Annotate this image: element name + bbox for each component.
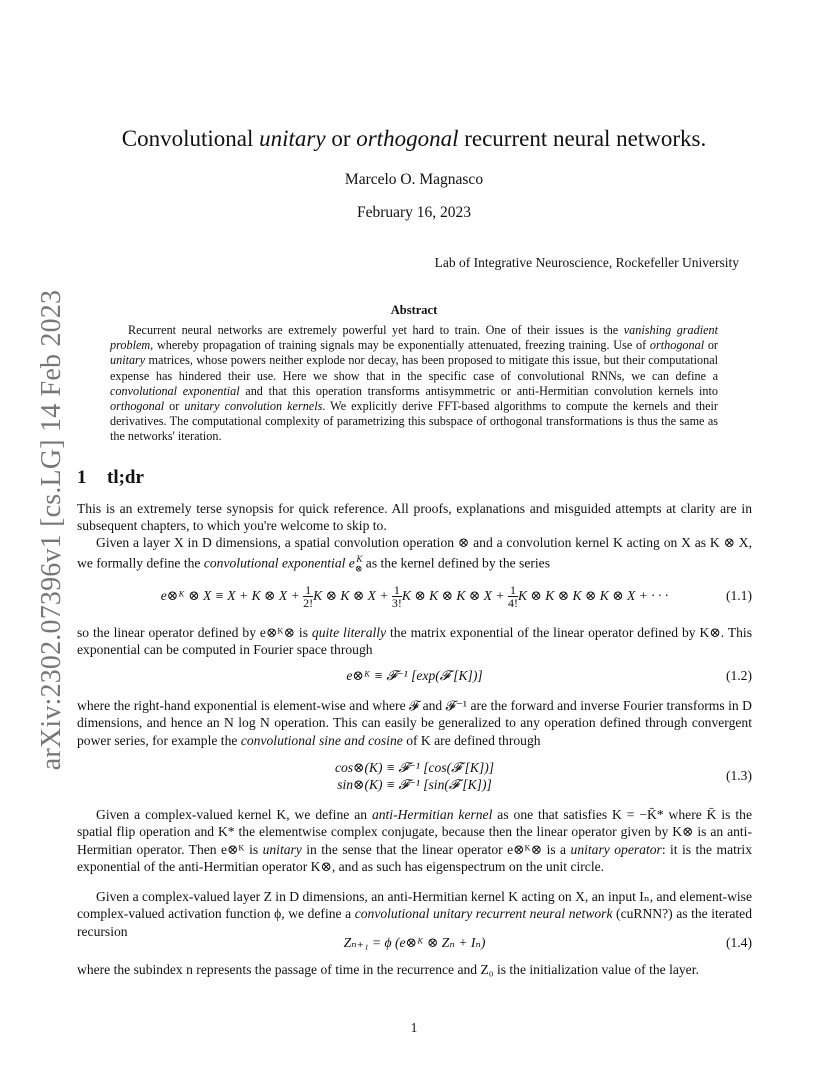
numerator: 1 [393, 583, 400, 598]
emphasis: vanishing gradient problem [110, 323, 718, 353]
denominator: 4! [507, 596, 518, 611]
equation-body [77, 759, 752, 793]
equation-body [77, 582, 752, 610]
emphasis: anti-Hermitian kernel [371, 807, 493, 822]
denominator: 3! [391, 596, 402, 611]
text: Recurrent neural networks are extremely powerful yet hard to train. One of their issues is the [128, 323, 624, 337]
numerator: 1 [305, 583, 312, 598]
abstract-heading: Abstract [390, 303, 438, 317]
text: Given a complex-valued layer Z in D dimensions, an anti-Hermitian kernel K acting on X, an input Iₙ, and element-wise complex-valued activation function ϕ, we define a [77, 889, 752, 922]
text: . We explicitly derive FFT-based algorithms to compute the kernels and their derivatives. The computational complexity of parametrizing this subspace of orthogonal transformations is thus the same as the networks' iteration. [110, 399, 718, 444]
text: so the linear operator defined by e⊗ᴷ⊗ is [77, 625, 312, 640]
fraction [392, 584, 402, 609]
equation-1-3 [77, 759, 752, 795]
text: matrices, whose powers neither explode nor decay, has been proposed to mitigate this issue, but their computational expense has hindered their use. Here we show that in the specific case of convolutional RNNs, we can define a [110, 353, 718, 383]
text: the matrix exponential of the linear operator defined by K⊗. This exponential can be computed in Fourier space through [77, 625, 753, 658]
text: Given a complex-valued kernel K, we define an [96, 807, 372, 822]
denominator: 2! [303, 596, 314, 611]
eq-term: K ⊗ K ⊗ K ⊗ X + [401, 588, 505, 603]
numerator: 1 [509, 583, 516, 598]
paragraph-5 [77, 806, 752, 875]
text: : it is the matrix exponential of the anti-Hermitian operator K⊗, and as such has eigenspectrum on the unit circle. [77, 841, 752, 874]
emphasis: unitary operator [570, 841, 662, 857]
equation-body: Zₙ₊₁ = ϕ (e⊗ᴷ ⊗ Zₙ + Iₙ) [343, 935, 486, 950]
text: (cuRNN?) as the iterated recursion [77, 906, 752, 939]
abstract-text [110, 323, 718, 445]
paragraph-6 [77, 888, 752, 940]
arxiv-sidebar-stamp: arXiv:2302.07396v1 [cs.LG] 14 Feb 2023 [36, 289, 67, 771]
equation-number: (1.1) [725, 588, 752, 603]
page-number: 1 [410, 1020, 418, 1035]
paragraph-1: This is an extremely terse synopsis for quick reference. All proofs, explanations and misguided attempts at clarity are in subsequent chapters, to which you're welcome to skip to. [77, 501, 752, 534]
emphasis: convolutional unitary recurrent neural network [354, 906, 613, 922]
paragraph-2: Given a layer X in D dimensions, a spatial convolution operation ⊗ and a convolution kernel K acting on X as K ⊗ X, we formally define the convolutional exponential $e_\otimes^K$ as the kernel defined by the series [77, 535, 752, 574]
paper-title [0, 126, 828, 152]
fraction [508, 584, 518, 609]
text: where the right-hand exponential is element-wise and where 𝓕 and 𝓕⁻¹ are the forward and inverse Fourier transforms in D dimensions, and hence an N log N operation. This can easily be generalized to any operation defined through convergent power series, for example the [77, 698, 752, 748]
section-title: tl;dr [107, 467, 144, 488]
emphasis: unitary convolution kernels [184, 399, 323, 414]
eq-line: cos⊗(K) ≡ 𝓕⁻¹ [cos(𝓕 [K])] [334, 760, 495, 775]
title-part: or [325, 126, 357, 151]
text: as one that satisfies K = −K̄* where K̄ is the spatial flip operation and K* the elementwise complex conjugate, because then the linear operator given by K⊗ is an anti-Hermitian operator. Then e⊗ᴷ is [77, 807, 752, 857]
text: and that this operation transforms antisymmetric or anti-Hermitian convolution kernels into [239, 383, 719, 398]
emphasis: convolutional exponential [110, 383, 240, 398]
paragraph-7: where the subindex n represents the passage of time in the recurrence and Z₀ is the initialization value of the layer. [77, 962, 699, 977]
emphasis: orthogonal [110, 399, 165, 414]
eq-line: sin⊗(K) ≡ 𝓕⁻¹ [sin(𝓕 [K])] [337, 777, 492, 792]
text: , whereby propagation of training signals may be exponentially attenuated, freezing training. Use of [150, 338, 650, 353]
equation-number: (1.4) [725, 935, 752, 950]
date: February 16, 2023 [356, 204, 472, 221]
section-heading [77, 467, 144, 489]
eq-term: K ⊗ K ⊗ X + [313, 588, 389, 603]
emphasis: convolutional exponential [203, 555, 346, 571]
emphasis: orthogonal [649, 338, 705, 353]
equation-1-2 [77, 668, 752, 688]
emphasis: quite literally [311, 625, 387, 640]
equation-1-4 [77, 935, 752, 955]
eq-term: K ⊗ K ⊗ K ⊗ K ⊗ X + · · · [517, 588, 669, 603]
affiliation: Lab of Integrative Neuroscience, Rockefeller University [434, 255, 739, 270]
emphasis: unitary [110, 353, 146, 368]
equation-number: (1.3) [725, 768, 752, 783]
eq-term: e⊗ᴷ ⊗ X ≡ X + K ⊗ X + [160, 588, 300, 603]
title-part: Convolutional [121, 126, 260, 151]
equation-body: e⊗ᴷ ≡ 𝓕⁻¹ [exp(𝓕 [K])] [346, 668, 483, 683]
paragraph-4 [77, 697, 752, 749]
text: Given a layer X in D dimensions, a spatial convolution operation ⊗ and a convolution kernel K acting on X as K ⊗ X, we formally define the [77, 535, 752, 571]
paragraph-3 [77, 624, 752, 659]
section-number: 1 [77, 467, 87, 488]
fraction [303, 584, 313, 609]
author: Marcelo O. Magnasco [344, 171, 484, 188]
title-emphasis: orthogonal [356, 126, 459, 151]
equation-number: (1.2) [725, 668, 752, 683]
text: or [164, 399, 185, 414]
title-emphasis: unitary [259, 126, 326, 151]
title-part: recurrent neural networks. [458, 126, 707, 151]
text: as the kernel defined by the series [362, 555, 551, 571]
text: in the sense that the linear operator e⊗ᴷ⊗ is a [301, 841, 571, 857]
emphasis: unitary [262, 841, 302, 857]
equation-1-1 [77, 582, 752, 612]
emphasis: convolutional sine and cosine [240, 732, 403, 748]
text: or [704, 338, 718, 353]
math: e [345, 555, 355, 571]
text: of K are defined through [402, 732, 541, 748]
